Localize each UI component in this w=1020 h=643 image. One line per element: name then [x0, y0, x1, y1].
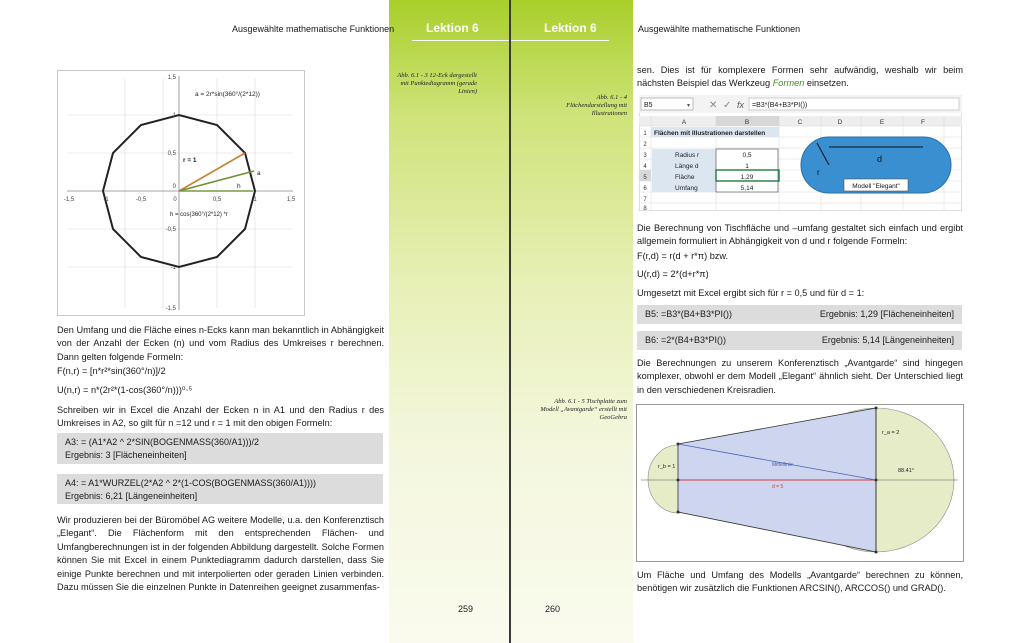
- geogebra-figure: [636, 404, 964, 562]
- formula-box-a4: [57, 474, 383, 504]
- formula-box-b5-result: Ergebnis: 1,29 [Flächeneinheiten]: [819, 309, 954, 319]
- function-icon[interactable]: fx: [737, 100, 745, 110]
- formula-box-a4-line1: A4: = A1*WURZEL(2*A2 ^ 2*(1-COS(BOGENMASS(360/A1)))): [65, 478, 317, 488]
- y-tick: 0: [172, 184, 176, 190]
- figure-caption-6-1-4: Abb. 6.1 - 4 Flächendarstellung mit Illustrationen: [566, 94, 627, 117]
- label-cell: Länge d: [675, 163, 699, 170]
- running-header-left: Ausgewählte mathematische Funktionen: [232, 24, 395, 34]
- column-header: B: [744, 119, 750, 126]
- cancel-icon[interactable]: ✕: [709, 100, 718, 111]
- enter-icon[interactable]: ✓: [723, 100, 732, 111]
- row-header: 8: [643, 206, 647, 211]
- dropdown-icon[interactable]: ▾: [687, 103, 691, 109]
- paragraph-avantgarde: Die Berechnungen zu unserem Konferenztisch „Avantgarde“ sind hingegen komplexer, obwohl er dem Modell „Elegant“ ähnlich sieht. Der Unterschied liegt in den verschiedenen Kreisradien.: [637, 358, 963, 395]
- formula-box-b6: [637, 331, 962, 350]
- paragraph-arcsin: Um Fläche und Umfang des Modells „Avantgarde“ berechnen zu können, benötigen wir zusätzlich die Funktionen ARCSIN(), ARCCOS() und GRAD().: [637, 570, 963, 594]
- large-radius-label: r_a = 2: [882, 430, 900, 436]
- formula-input-value: =B3*(B4+B3*PI()): [752, 102, 808, 109]
- paragraph-elegant: Wir produzieren bei der Büromöbel AG weitere Modelle, u.a. den Konferenztisch „Elegant“. Die Flächenform mit den entsprechenden Flächen- und Umfangberechnungen ist in der folgenden Abbildung dargestellt. Solche Formen können Sie mit Excel in einem Punktediagramm dadurch darstellen, dass Sie einige Punkte berechnen und mit interpolierten oder geraden Linien verbinden. Dazu müssen Sie die einzelnen Punkte in Datenreihen geeignet zusammenfas-: [57, 515, 384, 593]
- column-header: C: [797, 119, 803, 126]
- chart-frame: [58, 71, 305, 316]
- header-rule-left: [412, 40, 509, 41]
- sheet-title: Flächen mit Illustrationen darstellen: [654, 130, 766, 137]
- paragraph-excel-setup: Schreiben wir in Excel die Anzahl der Ecken n in A1 und den Radius r des Umkreises in A2, so gilt für n =12 und r = 1 mit den obigen Formeln:: [57, 405, 384, 429]
- paragraph-umgesetzt: Umgesetzt mit Excel ergibt sich für r = 0,5 und für d = 1:: [637, 288, 865, 298]
- x-tick: 1,5: [286, 197, 296, 203]
- formen-term: Formen: [772, 78, 805, 89]
- h-label: h: [237, 183, 241, 190]
- r-label: r = 1: [183, 157, 197, 164]
- formula-box-a3: [57, 433, 383, 464]
- x-tick: 1: [253, 197, 257, 203]
- formula-area-n: F(n,r) = [n*r²*sin(360°/n)]/2: [57, 366, 166, 376]
- paragraph-n-eck: Den Umfang und die Fläche eines n-Ecks kann man bekanntlich in Abhängigkeit von der Anzahl der Ecken (n) und vom Radius des Umkreises r berechnen. Dann gelten folgende Formeln:: [57, 325, 384, 362]
- formula-h-label: h = cos(360°/(2*12) *r: [170, 212, 228, 218]
- right-page: [511, 0, 1020, 643]
- chapter-band-left: [389, 0, 509, 643]
- distance-label: d = 5: [772, 484, 784, 490]
- formula-box-b6-formula: B6: =2*(B4+B3*PI()): [645, 335, 727, 345]
- column-header: A: [681, 119, 687, 126]
- value-cell: 1,29: [740, 174, 754, 181]
- x-tick: -0,5: [135, 197, 147, 203]
- y-tick: 0,5: [167, 151, 176, 157]
- value-cell: 5,14: [740, 185, 754, 192]
- row-header: 7: [643, 197, 647, 203]
- column-header: E: [879, 119, 885, 126]
- page-number-left: 259: [458, 604, 474, 614]
- row-header: 3: [643, 153, 647, 159]
- label-cell: Umfang: [675, 185, 698, 192]
- y-tick: 1,5: [167, 75, 176, 81]
- value-cell: 0,5: [742, 152, 752, 159]
- row-header: 4: [643, 164, 647, 170]
- shape-name: Modell "Elegant": [852, 183, 900, 190]
- name-box-value: B5: [644, 102, 653, 109]
- angle-label: 88.41°: [898, 468, 914, 474]
- r-label: r: [817, 168, 820, 177]
- formula-box-a3-line1: A3: = (A1*A2 ^ 2*SIN(BOGENMASS(360/A1)))/2: [65, 437, 260, 447]
- figure-caption-6-1-5: Abb. 6.1 - 5 Tischplatte zum Modell „Avantgarde“ erstellt mit GeoGebra: [540, 398, 627, 421]
- paragraph-tischflaeche: Die Berechnung von Tischfläche und –umfang gestaltet sich einfach und ergibt allgemein formuliert in Abhängigkeit von d und r folgende Formeln:: [637, 223, 963, 247]
- formula-a-label: a = 2r*sin(360°/(2*12)): [195, 91, 260, 98]
- a-label: a: [257, 170, 261, 177]
- x-tick: -1,5: [63, 197, 75, 203]
- row-header: 5: [643, 175, 647, 181]
- formula-box-b6-result: Ergebnis: 5,14 [Längeneinheiten]: [821, 335, 954, 345]
- dodecagon-chart: [57, 70, 305, 316]
- x-tick: 0: [173, 197, 177, 203]
- header-rule-right: [511, 40, 609, 41]
- formula-box-b5: [637, 305, 962, 324]
- small-radius-label: r_b = 1: [658, 464, 676, 470]
- x-tick: -1: [103, 197, 109, 203]
- row-header: 6: [643, 186, 647, 192]
- lektion-label-left: Lektion 6: [426, 21, 479, 35]
- y-tick: -0,5: [165, 227, 176, 233]
- para1-text: sen. Dies ist für komplexere Formen sehr aufwändig, weshalb wir beim nächsten Beispiel das Werkzeug: [637, 65, 963, 89]
- formula-perimeter-n: U(n,r) = n*(2r²*(1-cos(360°/n)))⁰⋅⁵: [57, 385, 193, 395]
- y-tick: -1: [170, 265, 176, 271]
- row-header: 1: [643, 131, 647, 137]
- para1-text-end: einsetzen.: [804, 78, 849, 89]
- formula-area-rd: F(r,d) = r(d + r*π) bzw.: [637, 251, 729, 261]
- figure-caption-6-1-3: Abb. 6.1 - 3 12-Eck dargestellt mit Punktediagramm (gerade Linien): [397, 72, 477, 95]
- y-tick: 1: [172, 113, 176, 119]
- formula-box-a4-line2: Ergebnis: 6,21 [Längeneinheiten]: [65, 490, 198, 501]
- mid-label: Mittellinie: [772, 462, 793, 468]
- value-cell: 1: [745, 163, 749, 170]
- y-tick: -1,5: [165, 306, 176, 312]
- lektion-label-right: Lektion 6: [544, 21, 597, 35]
- label-cell: Fläche: [675, 174, 695, 181]
- left-page: [0, 0, 509, 643]
- page-number-right: 260: [545, 604, 561, 614]
- x-tick: 0,5: [212, 197, 222, 203]
- column-header: D: [837, 119, 843, 126]
- running-header-right: Ausgewählte mathematische Funktionen: [638, 24, 801, 34]
- paragraph-formen: [637, 64, 963, 91]
- formula-box-a3-line2: Ergebnis: 3 [Flächeneinheiten]: [65, 449, 187, 460]
- row-header: 2: [643, 142, 647, 148]
- column-header: F: [921, 119, 925, 126]
- d-label: d: [877, 154, 883, 164]
- formula-perimeter-rd: U(r,d) = 2*(d+r*π): [637, 269, 709, 279]
- label-cell: Radius r: [675, 152, 700, 159]
- excel-screenshot: [639, 95, 962, 211]
- formula-box-b5-formula: B5: =B3*(B4+B3*PI()): [645, 309, 733, 319]
